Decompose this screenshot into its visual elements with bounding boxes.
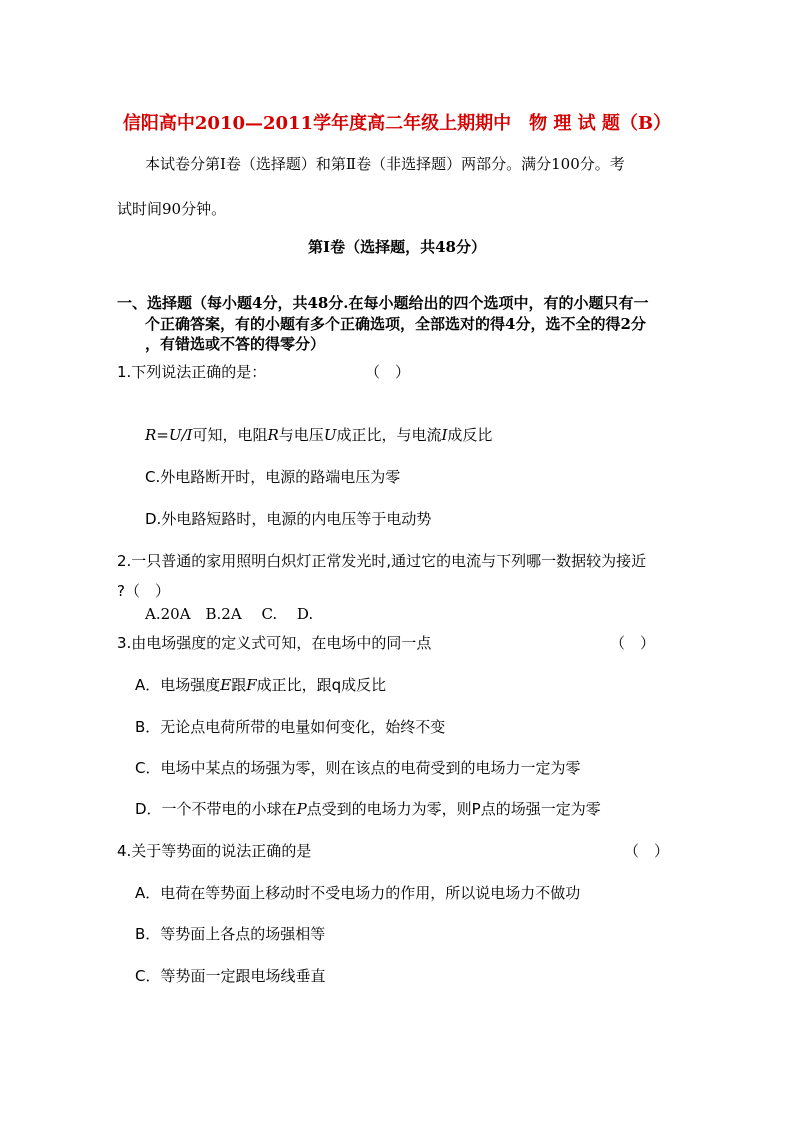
question-4-option-b: B．等势面上各点的场强相等 bbox=[135, 925, 326, 943]
symbol-i: I bbox=[441, 426, 448, 444]
page-title: 信阳高中2010—2011学年度高二年级上期期中 物 理 试 题（B） bbox=[122, 113, 672, 134]
formula-r-equals-u-over-i: R=U/I bbox=[145, 426, 193, 444]
option-text: 成反比 bbox=[447, 426, 493, 444]
question-3-option-d bbox=[135, 798, 601, 819]
option-text: 成正比，跟q成反比 bbox=[256, 676, 387, 694]
question-3-option-c: C．电场中某点的场强为零，则在该点的电荷受到的电场力一定为零 bbox=[135, 759, 581, 777]
symbol-f: F bbox=[246, 676, 257, 694]
question-1-option-c: C.外电路断开时，电源的路端电压为零 bbox=[145, 468, 401, 486]
option-text: A．电场强度 bbox=[135, 676, 221, 694]
question-3-answer-paren: （ ） bbox=[610, 634, 656, 652]
question-3-stem: 3.由电场强度的定义式可知，在电场中的同一点 bbox=[117, 634, 432, 652]
option-text: 可知，电阻 bbox=[192, 426, 268, 444]
option-text: D．一个不带电的小球在 bbox=[135, 800, 297, 818]
part1-instruction-line-2: 个正确答案，有的小题有多个正确选项，全部选对的得4分，选不全的得2分 bbox=[145, 315, 646, 333]
question-1-option-d: D.外电路短路时，电源的内电压等于电动势 bbox=[145, 510, 432, 528]
symbol-p: P bbox=[296, 800, 307, 818]
part1-instruction-line-1: 一、选择题（每小题4分，共48分.在每小题给出的四个选项中，有的小题只有一 bbox=[117, 294, 649, 312]
option-text: 点受到的电场力为零，则P点的场强一定为零 bbox=[306, 800, 601, 818]
question-1-stem: 1.下列说法正确的是： bbox=[117, 363, 267, 381]
question-1-option-b bbox=[145, 424, 492, 445]
option-text: 与电压 bbox=[278, 426, 324, 444]
symbol-e: E bbox=[220, 676, 232, 694]
option-text: 成正比，与电流 bbox=[336, 426, 442, 444]
question-4-option-c: C．等势面一定跟电场线垂直 bbox=[135, 967, 326, 985]
section-header: 第Ⅰ卷（选择题，共48分） bbox=[308, 238, 486, 256]
question-4-stem: 4.关于等势面的说法正确的是 bbox=[117, 842, 312, 860]
question-3-option-b: B．无论点电荷所带的电量如何变化，始终不变 bbox=[135, 718, 446, 736]
question-2-stem-line-1: 2.一只普通的家用照明白炽灯正常发光时,通过它的电流与下列哪一数据较为接近 bbox=[117, 552, 647, 570]
symbol-u: U bbox=[323, 426, 337, 444]
question-4-option-a: A．电荷在等势面上移动时不受电场力的作用，所以说电场力不做功 bbox=[135, 884, 581, 902]
symbol-r: R bbox=[267, 426, 279, 444]
question-3-option-a bbox=[135, 674, 386, 695]
question-1-answer-paren: （ ） bbox=[365, 363, 411, 381]
question-2-options: A.20A B.2A C. D. bbox=[145, 605, 314, 623]
question-4-answer-paren: （ ） bbox=[624, 842, 670, 860]
intro-line-2: 试时间90分钟。 bbox=[117, 200, 227, 218]
question-2-stem-line-2: ?（ ） bbox=[117, 582, 170, 600]
option-text: 跟 bbox=[231, 676, 247, 694]
intro-line-1: 本试卷分第Ⅰ卷（选择题）和第Ⅱ卷（非选择题）两部分。满分100分。考 bbox=[145, 155, 625, 173]
part1-instruction-line-3: ，有错选或不答的得零分） bbox=[145, 335, 326, 353]
